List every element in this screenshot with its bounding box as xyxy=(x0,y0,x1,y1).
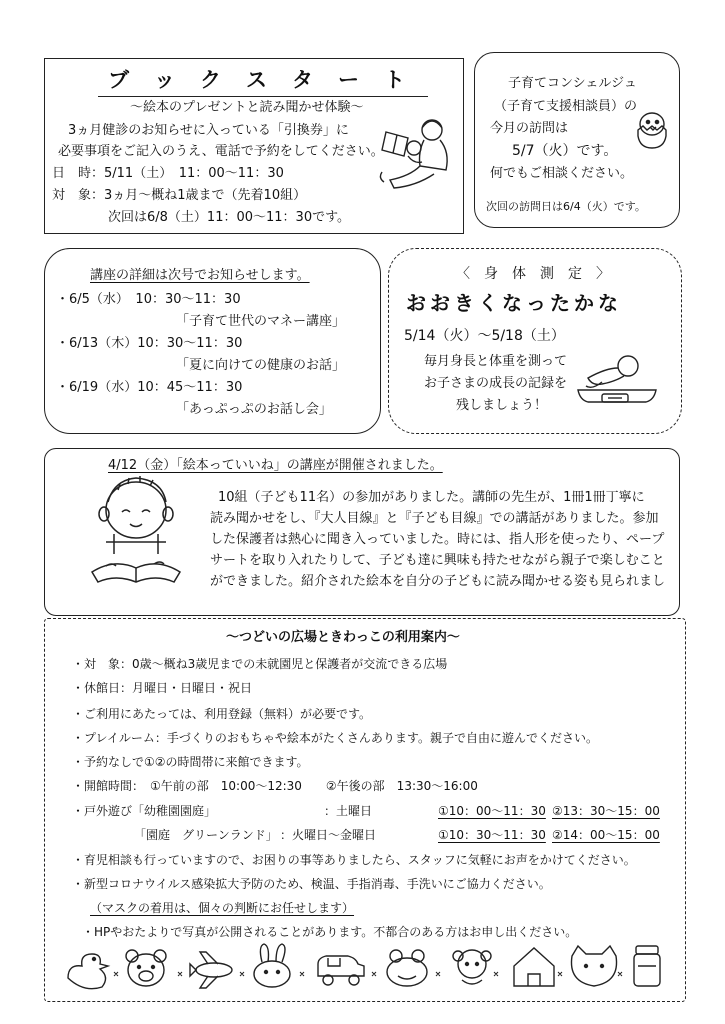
bookstart-next: 次回は6/8（土）11：00～11：30です。 xyxy=(108,210,351,225)
concierge-date: 5/7（火）です。 xyxy=(512,143,618,159)
lecture-title-2: 「夏に向けての健康のお話」 xyxy=(176,358,346,373)
decorative-icon-row xyxy=(62,942,672,992)
guide-playroom: ・プレイルーム：手づくりのおもちゃや絵本がたくさんあります。親子で自由に遊んでください。 xyxy=(72,731,598,745)
concierge-next: 次回の訪問日は6/4（火）です。 xyxy=(486,200,646,213)
guide-consult: ・育児相談も行っていますので、お困りの事等ありましたら、スタッフに気軽にお声をかけてください。 xyxy=(72,853,636,867)
jar-icon xyxy=(634,946,660,986)
bookstart-line2: 必要事項をご記入のうえ、電話で予約をしてください。 xyxy=(58,144,384,159)
concierge-line4: 何でもご相談ください。 xyxy=(490,166,634,181)
bookstart-title-underline xyxy=(98,96,428,97)
concierge-line1: 子育てコンシェルジュ xyxy=(508,76,637,91)
airplane-icon xyxy=(190,952,232,988)
guide-outdoor1-label: ・戸外遊び「幼稚園園庭」 xyxy=(72,804,217,818)
rabbit-icon xyxy=(254,944,290,987)
lecture-title-1: 「子育て世代のマネー講座」 xyxy=(176,314,346,329)
bookstart-line1: 3ヵ月健診のお知らせに入っている「引換券」に xyxy=(68,123,349,138)
bookstart-title: ブ ッ ク ス タ ー ト xyxy=(108,68,407,92)
guide-outdoor2-time2: ②14：00～15：00 xyxy=(552,828,660,842)
guide-target: ・対 象：0歳～概ね3歳児までの未就園児と保護者が交流できる広場 xyxy=(72,657,448,671)
report-line-2: 読み聞かせをし、『大人目線』と『子ども目線』での講話がありました。参加 xyxy=(210,511,659,526)
guide-outdoor1-time2: ②13：30～15：00 xyxy=(552,804,660,818)
duck-icon xyxy=(68,954,108,989)
report-heading: 4/12（金）「絵本っていいね」の講座が開催されました。 xyxy=(108,458,443,473)
measure-heading: 〈 身 体 測 定 〉 xyxy=(456,266,610,282)
report-line-5: ができました。紹介された絵本を自分の子どもに読み聞かせる姿も見られまし xyxy=(210,574,666,589)
measure-line2: お子さまの成長の記録を xyxy=(424,376,568,391)
child-reading-book-icon xyxy=(84,468,194,596)
lectures-heading: 講座の詳細は次号でお知らせします。 xyxy=(90,268,310,283)
lecture-date-3: ・6/19（水）10：45～11：30 xyxy=(56,380,243,395)
concierge-line2: （子育て支援相談員）の xyxy=(494,99,638,114)
measure-line1: 毎月身長と体重を測って xyxy=(424,354,568,369)
measure-dates: 5/14（火）～5/18（土） xyxy=(404,328,565,344)
report-line-4: サートを取り入れたりして、子ども達に興味も持たせながら親子で楽しむこと xyxy=(210,553,665,568)
girl-icon xyxy=(453,950,491,984)
guide-noreserve: ・予約なしで①②の時間帯に来館できます。 xyxy=(72,755,309,769)
concierge-line3: 今月の訪問は xyxy=(490,121,569,136)
lecture-title-3: 「あっぷっぷのお話し会」 xyxy=(176,402,332,417)
lecture-date-1: ・6/5（水） 10：30～11：30 xyxy=(56,292,241,307)
measure-line3: 残しましょう！ xyxy=(456,398,548,413)
bookstart-date: 日 時：5/11（土） 11：00～11：30 xyxy=(52,166,284,181)
cat-icon xyxy=(571,946,616,986)
bookstart-subtitle: ～絵本のプレゼントと読み聞かせ体験～ xyxy=(130,100,364,115)
car-icon xyxy=(318,956,364,985)
guide-covid: ・新型コロナウイルス感染拡大予防のため、検温、手指消毒、手洗いにご協力ください。 xyxy=(72,877,551,891)
bear-icon xyxy=(126,950,166,986)
guide-closed: ・休館日：月曜日・日曜日・祝日 xyxy=(72,681,253,695)
guide-outdoor1-time1: ①10：00～11：30 xyxy=(438,804,546,818)
guide-register: ・ご利用にあたっては、利用登録（無料）が必要です。 xyxy=(72,707,372,721)
guide-hours: ・開館時間： ①午前の部 10:00～12:30 ②午後の部 13:30～16:00 xyxy=(72,779,478,793)
guide-outdoor2-time1: ①10：30～11：30 xyxy=(438,828,546,842)
guide-outdoor2-label: 「園庭 グリーンランド」 xyxy=(134,828,278,842)
guide-heading: ～つどいの広場ときわっこの利用案内～ xyxy=(226,630,460,645)
guide-photo: ・HPやおたよりで写真が公開されることがあります。不都合のある方はお申し出ください。 xyxy=(82,925,578,939)
lecture-date-2: ・6/13（木）10：30～11：30 xyxy=(56,336,243,351)
chick-icon xyxy=(630,108,674,152)
report-line-1: 10組（子ども11名）の参加がありました。講師の先生が、1冊1冊丁寧に xyxy=(218,490,645,505)
bookstart-target: 対 象：3ヵ月～概ね1歳まで（先着10組） xyxy=(52,188,307,203)
mother-reading-icon xyxy=(374,112,460,196)
report-line-3: した保護者は熱心に聞き入っていました。時には、指人形を使ったり、ペープ xyxy=(210,532,665,547)
guide-mask: （マスクの着用は、個々の判断にお任せします） xyxy=(90,901,355,915)
guide-outdoor1-day: ：土曜日 xyxy=(324,804,373,818)
measure-title: おおきくなったかな xyxy=(406,291,622,315)
guide-outdoor2-day: ：火曜日～金曜日 xyxy=(280,828,377,842)
frog-icon xyxy=(387,950,427,986)
house-icon xyxy=(514,948,554,986)
baby-scale-icon xyxy=(572,352,662,414)
